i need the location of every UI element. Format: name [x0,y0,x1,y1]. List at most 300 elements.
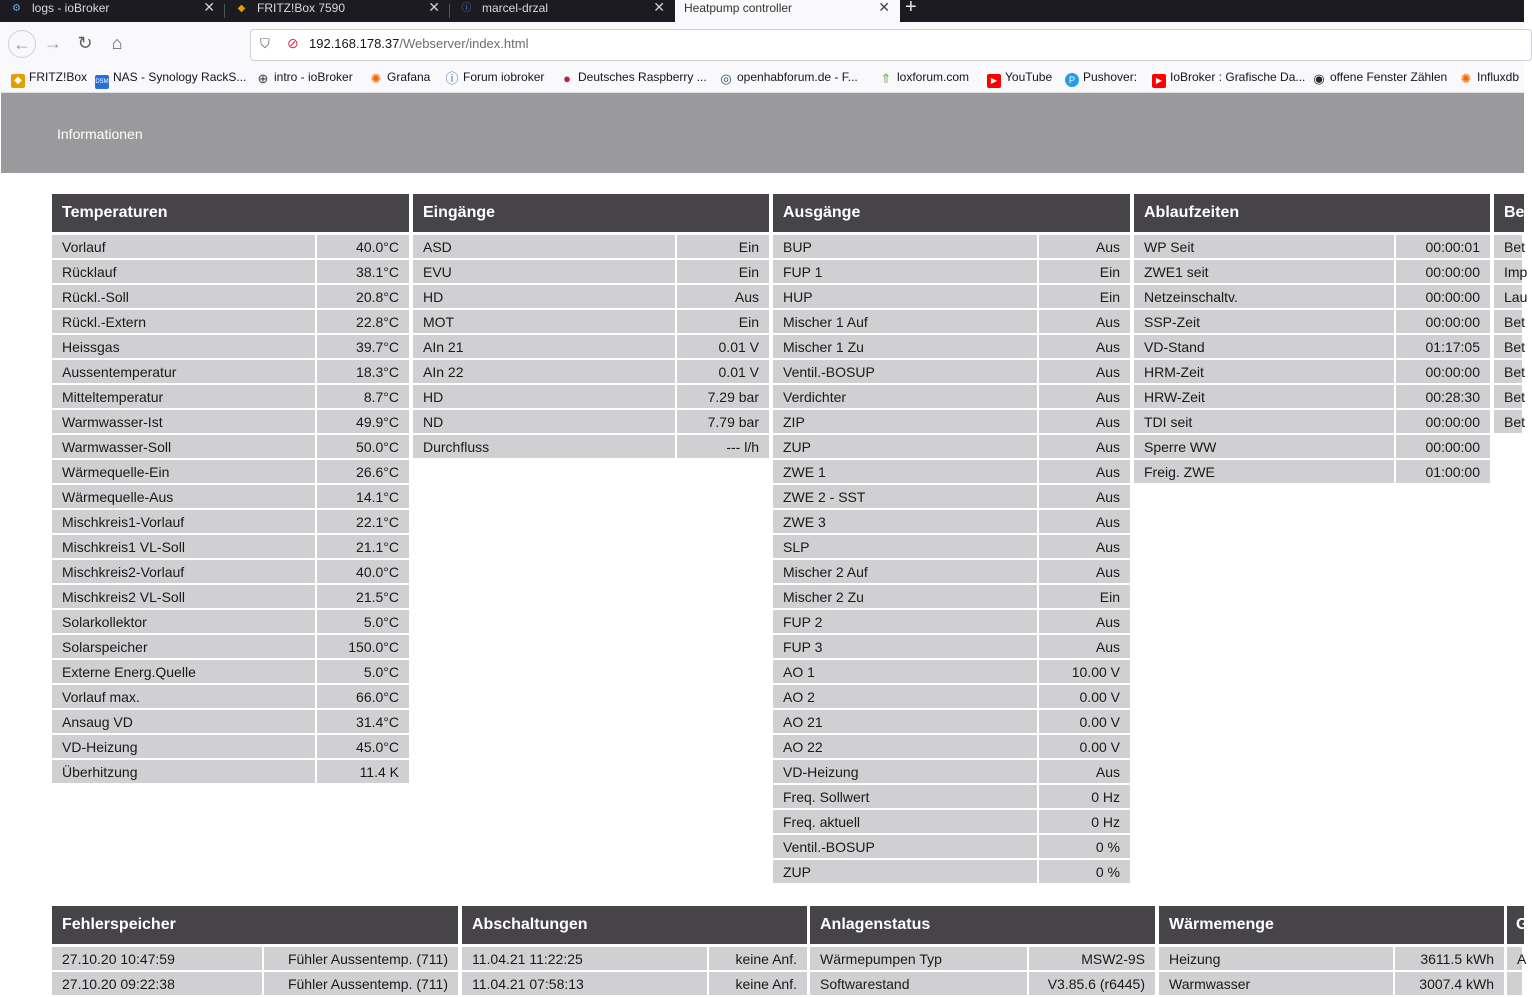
loxforum-icon: ⇑ [880,71,892,86]
row-label: ZIP [773,410,1037,433]
row-value: Aus [1039,760,1130,783]
table-row [413,260,769,285]
table-row [773,235,1130,260]
table-row [1134,285,1490,310]
table-row [773,860,1130,885]
row-label: TDI seit [1134,410,1394,433]
openhab-icon: ◎ [720,71,732,86]
row-label: SSP-Zeit [1134,310,1394,333]
close-icon[interactable]: ✕ [653,0,665,15]
table-row [1134,310,1490,335]
table-row [773,810,1130,835]
panel-title: Be [1494,194,1524,232]
row-value: 22.1°C [317,510,409,533]
close-icon[interactable]: ✕ [203,0,215,15]
table-row [773,660,1130,685]
row-label: Bet [1494,335,1522,358]
new-tab-plus-icon[interactable]: + [905,0,917,18]
row-label: Mischkreis2 VL-Soll [52,585,315,608]
panel-title: Abschaltungen [462,906,807,944]
tab-label: FRITZ!Box 7590 [257,1,346,15]
panel-temperaturen [52,194,409,785]
page-title[interactable]: Informationen [57,126,143,142]
row-value: Aus [1039,385,1130,408]
row-value: 49.9°C [317,410,409,433]
row-label: Freig. ZWE [1134,460,1394,483]
url-text[interactable] [309,36,528,51]
table-row [1134,235,1490,260]
panel-rows [1159,944,1504,997]
table-row [773,710,1130,735]
bookmark-openhabforum[interactable] [719,70,858,86]
table-row [773,435,1130,460]
panel-rows [773,232,1130,885]
table-row [1507,972,1524,997]
panel-rows [52,232,409,785]
row-label: Lau [1494,285,1522,308]
panel-title: Wärmemenge [1159,906,1504,944]
row-value: 5.0°C [317,610,409,633]
row-value: 3007.4 kWh [1395,972,1504,995]
row-value: 11.4 K [317,760,409,783]
bookmark-label: Deutsches Raspberry ... [578,70,707,84]
tracking-shield-icon[interactable]: ⛉ [260,36,270,51]
bookmark-forum-iobroker[interactable] [445,70,544,86]
row-value: Ein [677,310,769,333]
panel-title: Anlagenstatus [810,906,1155,944]
bookmark-raspberry-forum[interactable] [560,70,707,86]
table-row [52,435,409,460]
row-label: Warmwasser [1159,972,1393,995]
row-label: 11.04.21 11:22:25 [462,947,707,970]
bookmark-iobroker-grafische[interactable] [1152,70,1305,88]
row-label: Softwarestand [810,972,1027,995]
table-row [413,310,769,335]
table-row [52,685,409,710]
row-label: AO 1 [773,660,1037,683]
table-row [773,510,1130,535]
table-row [52,635,409,660]
row-label: AO 21 [773,710,1037,733]
bookmark-influxdb[interactable] [1459,70,1519,86]
table-row [52,335,409,360]
url-path: /Webserver/index.html [399,36,529,51]
row-label: Mischkreis2-Vorlauf [52,560,315,583]
row-label: Wärmequelle-Ein [52,460,315,483]
row-label: Wärmepumpen Typ [810,947,1027,970]
row-value: 00:00:00 [1396,285,1490,308]
row-value: 00:28:30 [1396,385,1490,408]
row-value: 45.0°C [317,735,409,758]
panel-title: Ablaufzeiten [1134,194,1490,232]
row-label: HUP [773,285,1037,308]
panel-betriebsstunden [1494,194,1528,435]
table-row [773,610,1130,635]
panel-title: Eingänge [413,194,769,232]
row-label: ND [413,410,675,433]
row-label: 11.04.21 07:58:13 [462,972,707,995]
youtube-icon: ▶ [987,74,1001,88]
table-row [413,285,769,310]
row-value: 0 % [1039,860,1130,883]
row-label: Heissgas [52,335,315,358]
table-row [773,260,1130,285]
bookmark-label: Influxdb [1477,70,1520,84]
row-value: 7.79 bar [677,410,769,433]
row-value: 150.0°C [317,635,409,658]
bookmark-label: NAS - Synology RackS... [113,70,247,84]
row-label: ZUP [773,435,1037,458]
row-value: 01:00:00 [1396,460,1490,483]
row-label: HRW-Zeit [1134,385,1394,408]
table-row [52,285,409,310]
table-row [773,735,1130,760]
row-label: Imp [1494,260,1522,283]
table-row [773,560,1130,585]
table-row [773,785,1130,810]
row-label: Heizung [1159,947,1393,970]
row-value: --- l/h [677,435,769,458]
close-icon[interactable]: ✕ [428,0,440,15]
row-label: Ventil.-BOSUP [773,360,1037,383]
bookmark-label: YouTube [1005,70,1053,84]
grafana-icon: ✺ [1460,71,1472,86]
row-value: 50.0°C [317,435,409,458]
row-value: Ein [677,235,769,258]
bookmarks-bar [0,64,1524,93]
table-row [1134,460,1490,485]
row-value: 00:00:00 [1396,435,1490,458]
table-row [810,972,1155,997]
table-row [773,360,1130,385]
table-row [773,635,1130,660]
bookmark-label: FRITZ!Box [29,70,88,84]
row-label: ZWE 2 - SST [773,485,1037,508]
panel-eingaenge [413,194,769,460]
row-label: Mitteltemperatur [52,385,315,408]
panel-fehlerspeicher [52,906,458,997]
forward-arrow-icon[interactable]: → [44,33,62,53]
row-label: Rücklauf [52,260,315,283]
table-row [1494,285,1528,310]
table-row [810,947,1155,972]
bookmark-pushover[interactable] [1065,70,1137,87]
row-value: Aus [1039,510,1130,533]
table-row [1507,947,1527,972]
panel-anlagenstatus [810,906,1155,997]
table-row [1159,947,1504,972]
insecure-lock-icon[interactable]: ⊘ [287,35,299,51]
row-label: Warmwasser-Soll [52,435,315,458]
row-value: 0.00 V [1039,685,1130,708]
row-label: Rückl.-Soll [52,285,315,308]
row-value: 39.7°C [317,335,409,358]
bookmark-intro-iobroker[interactable] [256,70,353,86]
row-label: A [1507,947,1522,970]
row-value: 00:00:00 [1396,310,1490,333]
table-row [413,435,769,460]
row-value: 40.0°C [317,235,409,258]
row-value: Aus [1039,610,1130,633]
table-row [52,660,409,685]
row-value: 7.29 bar [677,385,769,408]
row-value: Aus [1039,410,1130,433]
bookmark-youtube[interactable] [987,70,1052,88]
tab-fritzbox[interactable] [225,0,450,22]
panel-ausgaenge [773,194,1130,885]
row-label: Mischer 2 Auf [773,560,1037,583]
bookmark-offene-fenster[interactable] [1312,70,1447,86]
iobroker-icon: ⓘ [445,71,459,86]
row-label: Ventil.-BOSUP [773,835,1037,858]
row-value: 20.8°C [317,285,409,308]
row-label: AIn 21 [413,335,675,358]
url-host: 192.168.178.37 [309,36,400,51]
tab-label: Heatpump controller [684,1,793,15]
row-label: HRM-Zeit [1134,360,1394,383]
row-label: HD [413,285,675,308]
table-row [773,585,1130,610]
table-row [1494,310,1524,335]
row-label: FUP 2 [773,610,1037,633]
home-icon[interactable]: ⌂ [111,33,123,53]
row-value: 40.0°C [317,560,409,583]
table-row [413,385,769,410]
row-value: 0 Hz [1039,785,1130,808]
table-row [1494,260,1528,285]
table-row [773,485,1130,510]
fritzbox-icon: ◆ [11,74,25,88]
globe-icon: ⊕ [257,71,269,86]
row-label: MOT [413,310,675,333]
table-row [773,285,1130,310]
row-value: 18.3°C [317,360,409,383]
row-value: 0 % [1039,835,1130,858]
table-row [773,535,1130,560]
row-value: 10.00 V [1039,660,1130,683]
panel-abschaltungen [462,906,807,997]
table-row [1134,385,1490,410]
table-row [1494,410,1524,435]
row-value: 22.8°C [317,310,409,333]
row-value: 3611.5 kWh [1395,947,1504,970]
tab-label: marcel-drzal [482,1,549,15]
table-row [462,947,807,972]
row-value: Aus [1039,635,1130,658]
row-value: 14.1°C [317,485,409,508]
page-header [1,93,1524,173]
row-label: FUP 3 [773,635,1037,658]
table-row [52,585,409,610]
row-label: 27.10.20 09:22:38 [52,972,262,995]
panel-rows [810,944,1155,997]
table-row [52,610,409,635]
row-value: 8.7°C [317,385,409,408]
panel-waermemenge [1159,906,1504,997]
row-value: 21.5°C [317,585,409,608]
row-value: Aus [1039,235,1130,258]
table-row [1494,385,1524,410]
row-label: Bet [1494,235,1522,258]
row-label: Externe Energ.Quelle [52,660,315,683]
row-value: Aus [1039,560,1130,583]
tab-logs-iobroker[interactable] [0,0,225,22]
panel-title: Temperaturen [52,194,409,232]
panel-rows [52,944,458,997]
panel-title: Fehlerspeicher [52,906,458,944]
row-value: 00:00:00 [1396,410,1490,433]
fritzbox-icon: ◆ [237,3,246,14]
row-value: 01:17:05 [1396,335,1490,358]
table-row [52,535,409,560]
row-value: 5.0°C [317,660,409,683]
row-value: Aus [1039,535,1130,558]
close-icon[interactable]: ✕ [878,0,890,15]
bookmark-grafana[interactable] [369,70,430,86]
bookmark-nas-synology[interactable] [95,70,246,89]
table-row [413,335,769,360]
row-value: Aus [1039,310,1130,333]
panel-rows [413,232,769,460]
row-value: 21.1°C [317,535,409,558]
table-row [52,460,409,485]
row-value: Aus [1039,460,1130,483]
panel-ablaufzeiten [1134,194,1490,485]
panel-g [1507,906,1529,997]
row-label: ZWE 1 [773,460,1037,483]
row-label: Überhitzung [52,760,315,783]
table-row [413,235,769,260]
table-row [52,710,409,735]
row-value: keine Anf. [709,972,807,995]
row-label: Solarkollektor [52,610,315,633]
panel-title: Ausgänge [773,194,1130,232]
pushover-icon: P [1065,73,1079,87]
tab-marcel-drzal[interactable] [450,0,675,22]
table-row [1134,435,1490,460]
raspberry-icon: ● [563,71,571,86]
table-row [52,260,409,285]
bookmark-label: Forum iobroker [463,70,545,84]
row-label: Netzeinschaltv. [1134,285,1394,308]
row-label: 27.10.20 10:47:59 [52,947,262,970]
row-label: Wärmequelle-Aus [52,485,315,508]
bookmark-label: Grafana [387,70,431,84]
tab-heatpump-controller[interactable] [675,0,900,22]
row-label: ZWE1 seit [1134,260,1394,283]
panel-rows [1507,944,1527,997]
tab-bar [0,0,1524,22]
row-label: EVU [413,260,675,283]
table-row [1494,235,1524,260]
table-row [462,972,807,997]
reload-icon[interactable]: ↻ [77,33,93,53]
table-row [52,235,409,260]
table-row [52,560,409,585]
row-label: Sperre WW [1134,435,1394,458]
row-value: Aus [1039,485,1130,508]
table-row [52,385,409,410]
youtube-icon: ▶ [1152,74,1166,88]
table-row [773,310,1130,335]
table-row [52,360,409,385]
row-label: Verdichter [773,385,1037,408]
row-label: AIn 22 [413,360,675,383]
row-label: BUP [773,235,1037,258]
table-row [52,510,409,535]
row-label: SLP [773,535,1037,558]
row-value: 00:00:01 [1396,235,1490,258]
bookmark-label: Pushover: [1083,70,1138,84]
row-label: Mischer 1 Auf [773,310,1037,333]
bookmark-fritzbox[interactable] [11,70,87,88]
row-value: Aus [1039,335,1130,358]
tab-label: logs - ioBroker [32,1,110,15]
row-label: Warmwasser-Ist [52,410,315,433]
panel-rows [462,944,807,997]
row-value: 26.6°C [317,460,409,483]
row-value: Fühler Aussentemp. (711) [264,947,458,970]
back-arrow-icon[interactable]: ← [8,30,36,58]
table-row [773,835,1130,860]
row-value: 00:00:00 [1396,360,1490,383]
navigation-bar [0,22,1524,64]
row-label: Mischkreis1 VL-Soll [52,535,315,558]
row-label: Rückl.-Extern [52,310,315,333]
row-value: MSW2-9S [1029,947,1155,970]
row-label: Bet [1494,310,1522,333]
address-bar[interactable] [250,29,1532,61]
row-label: ASD [413,235,675,258]
row-label: VD-Heizung [52,735,315,758]
row-value: 66.0°C [317,685,409,708]
row-label: VD-Stand [1134,335,1394,358]
row-value: Fühler Aussentemp. (711) [264,972,458,995]
table-row [413,410,769,435]
panel-rows [1134,232,1490,485]
row-label: Bet [1494,385,1522,408]
bookmark-loxforum[interactable] [879,70,969,86]
row-label [1507,972,1522,995]
row-value: 38.1°C [317,260,409,283]
row-value: 0.01 V [677,335,769,358]
row-value: Ein [1039,585,1130,608]
bookmark-label: intro - ioBroker [274,70,353,84]
row-label: AO 2 [773,685,1037,708]
row-label: Bet [1494,360,1522,383]
row-value: 0.00 V [1039,735,1130,758]
table-row [413,360,769,385]
row-label: Vorlauf [52,235,315,258]
panel-title: G [1507,906,1524,944]
table-row [52,735,409,760]
row-label: Ansaug VD [52,710,315,733]
row-value: 0.01 V [677,360,769,383]
row-value: Aus [677,285,769,308]
table-row [1494,360,1524,385]
row-label: Durchfluss [413,435,675,458]
table-row [1134,410,1490,435]
table-row [52,310,409,335]
bookmark-label: offene Fenster Zählen [1330,70,1448,84]
info-icon: ⓘ [461,3,472,14]
synology-dsm-icon: DSM [95,75,109,89]
row-label: Bet [1494,410,1522,433]
row-value: 31.4°C [317,710,409,733]
table-row [773,460,1130,485]
row-value: V3.85.6 (r6445) [1029,972,1155,995]
row-value: keine Anf. [709,947,807,970]
